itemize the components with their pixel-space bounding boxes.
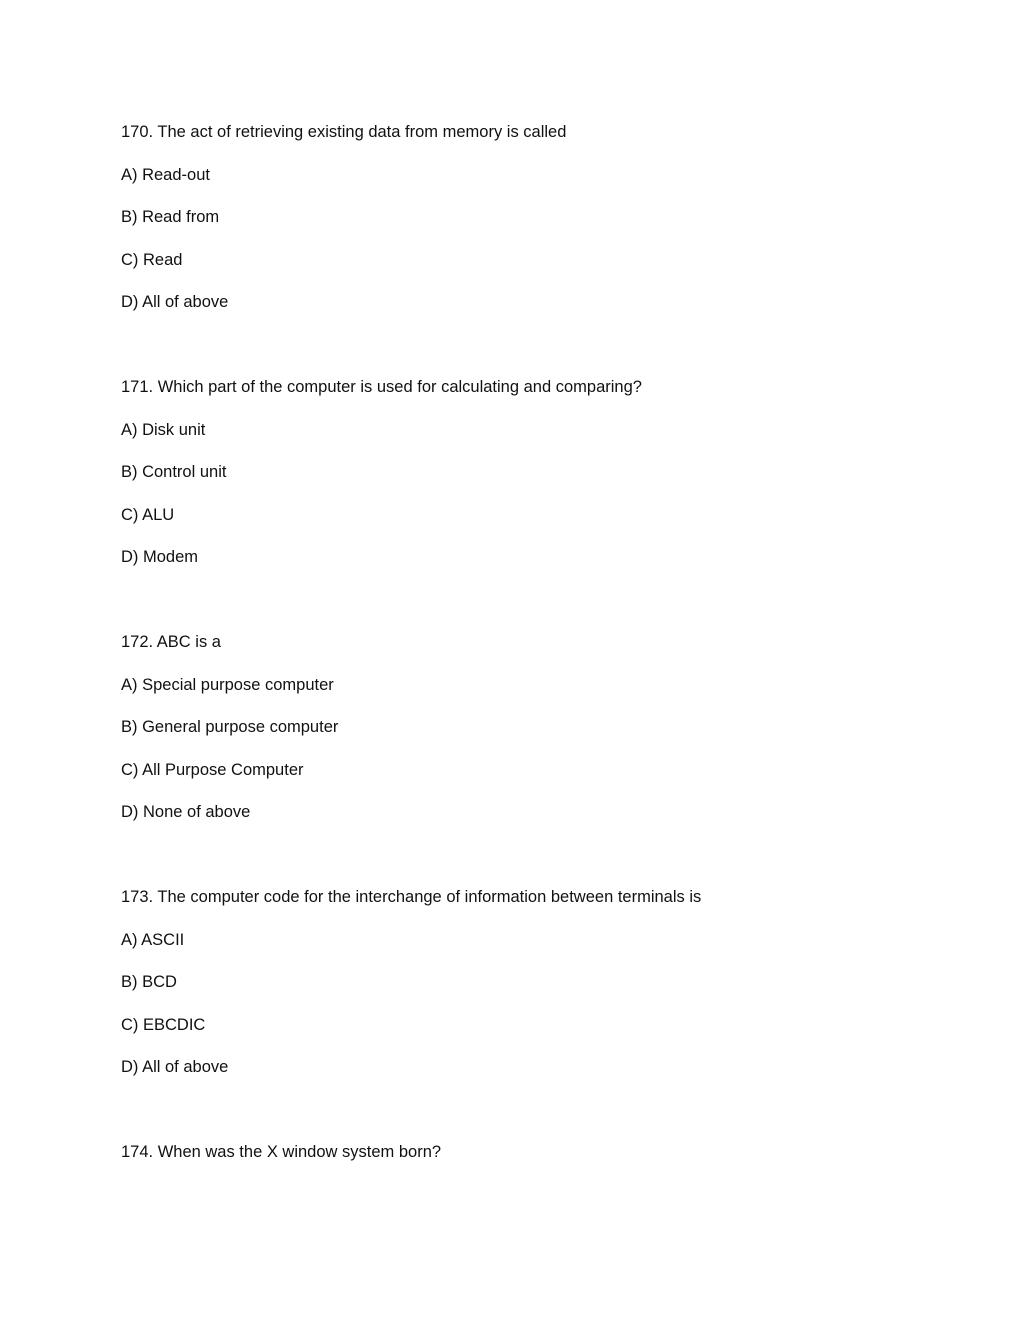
option-a: A) ASCII (121, 930, 185, 949)
question-prompt: 170. The act of retrieving existing data from memory is called (121, 123, 567, 141)
question-170 (121, 111, 921, 324)
option-d: D) All of above (121, 1058, 229, 1077)
question-prompt: 173. The computer code for the interchange of information between terminals is (121, 888, 702, 906)
option-c: C) ALU (121, 505, 175, 524)
question-prompt: 172. ABC is a (121, 633, 221, 651)
question-prompt: 171. Which part of the computer is used for calculating and comparing? (121, 378, 642, 396)
question-prompt: 174. When was the X window system born? (121, 1143, 442, 1161)
option-d: D) Modem (121, 548, 199, 567)
option-b: B) BCD (121, 973, 177, 992)
question-172 (121, 621, 921, 834)
question-173 (121, 876, 921, 1089)
option-a: A) Special purpose computer (121, 675, 334, 694)
option-a: A) Disk unit (121, 420, 206, 439)
option-d: D) All of above (121, 293, 229, 312)
option-c: C) Read (121, 250, 183, 269)
option-b: B) General purpose computer (121, 718, 339, 737)
question-174 (121, 1131, 921, 1174)
question-171 (121, 366, 921, 579)
option-c: C) All Purpose Computer (121, 760, 304, 779)
option-a: A) Read-out (121, 165, 210, 184)
option-c: C) EBCDIC (121, 1015, 206, 1034)
option-d: D) None of above (121, 803, 251, 822)
option-b: B) Control unit (121, 463, 227, 482)
option-b: B) Read from (121, 208, 220, 227)
